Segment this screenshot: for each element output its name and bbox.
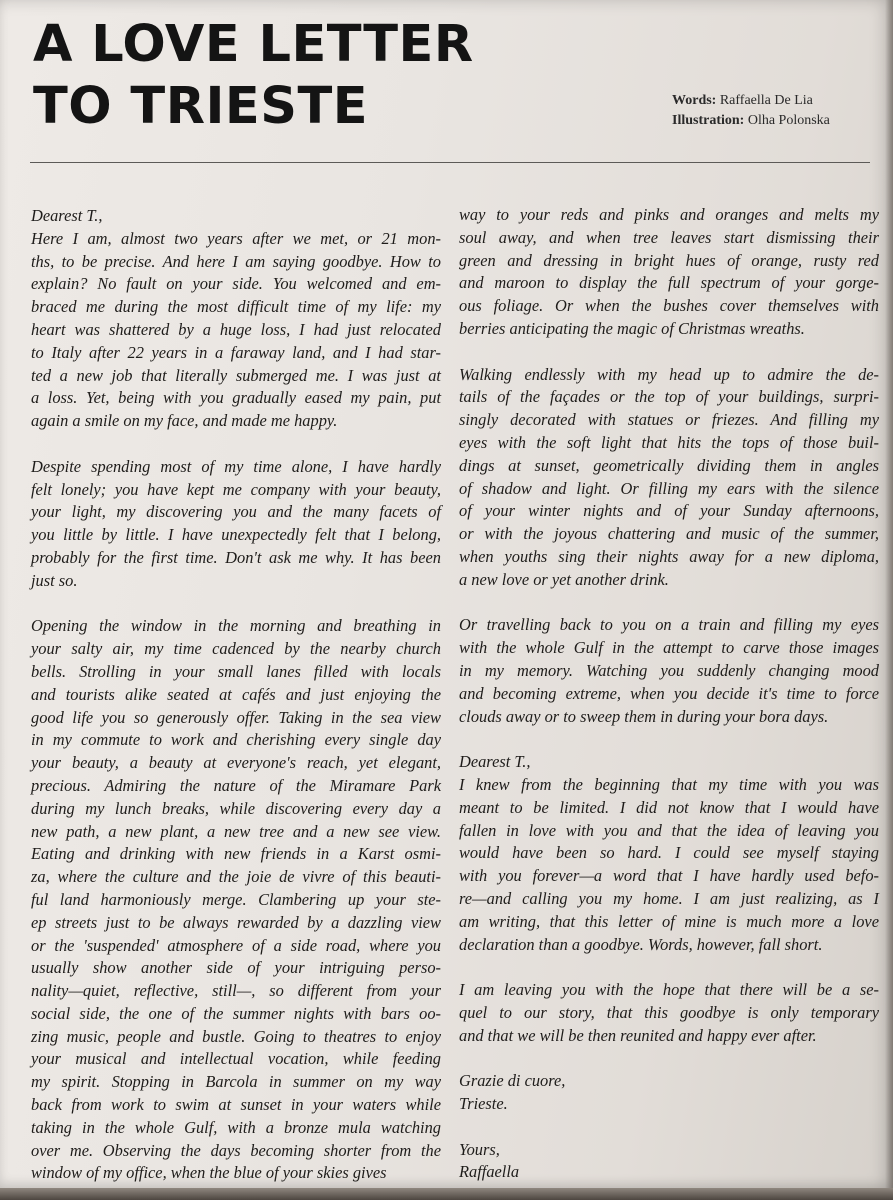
letter-line: re—and calling you my home. I am just realizing, as I	[459, 888, 879, 908]
credit-words-label: Words:	[672, 93, 717, 108]
letter-line: and tourists alike seated at cafés and just enjoying the	[31, 684, 441, 704]
letter-line: ted a new job that literally submerged me. I was just at	[31, 365, 441, 385]
letter-line: new path, a new plant, a new tree and a new see view.	[31, 821, 441, 841]
letter-line: or the 'suspended' atmosphere of a side road, where you	[31, 935, 441, 955]
title-line-1: A LOVE LETTER	[33, 15, 474, 74]
letter-line: of your winter nights and of your Sunday afternoons,	[459, 501, 879, 521]
letter-line: nality—quiet, reflective, still—, so different from your	[31, 981, 441, 1001]
letter-line: berries anticipating the magic of Christmas wreaths.	[459, 318, 805, 338]
letter-column-right	[459, 204, 879, 1184]
credit-words	[672, 91, 830, 111]
letter-line: Here I am, almost two years after we met, or 21 mon-	[31, 228, 441, 248]
credit-words-author: Raffaella De Lia	[719, 93, 813, 108]
letter-line: when youths sing their nights away for a new diploma,	[459, 546, 879, 566]
credit-illustration-artist: Olha Polonska	[747, 113, 830, 128]
letter-line: of shadow and light. Or filling my ears with the silence	[459, 478, 879, 498]
letter-line: green and dressing in bright hues of orange, rusty red	[459, 250, 879, 270]
letter-line: Yours,	[459, 1139, 500, 1159]
letter-line: would have been so hard. I could see myself staying	[459, 843, 879, 863]
paragraph-gap	[31, 433, 441, 456]
letter-line: Walking endlessly with my head up to admire the de-	[459, 364, 879, 384]
letter-line: Or travelling back to you on a train and filling my eyes	[459, 615, 879, 635]
letter-line: felt lonely; you have kept me company with your beauty,	[31, 479, 441, 499]
article-title	[33, 14, 474, 138]
letter-line: zing music, people and bustle. Going to theatres to enjoy	[31, 1026, 441, 1046]
letter-line: and maroon to display the full spectrum of your gorge-	[459, 273, 879, 293]
title-line-2: TO TRIESTE	[33, 77, 369, 136]
letter-line: Despite spending most of my time alone, I have hardly	[31, 456, 441, 476]
letter-line: I knew from the beginning that my time with you was	[459, 774, 879, 794]
letter-line: to Italy after 22 years in a faraway land, and I had star-	[31, 342, 441, 362]
credit-illustration-label: Illustration:	[672, 113, 745, 128]
letter-line: Eating and drinking with new friends in a Karst osmi-	[31, 844, 441, 864]
letter-line: your salty air, my time cadenced by the nearby church	[31, 639, 441, 659]
letter-line: in my memory. Watching you suddenly changing mood	[459, 660, 879, 680]
letter-line: am writing, that this letter of mine is much more a love	[459, 911, 879, 931]
paragraph-gap	[459, 592, 879, 615]
letter-line: and becoming extreme, when you decide it's time to force	[459, 683, 879, 703]
letter-line: Opening the window in the morning and breathing in	[31, 616, 441, 636]
letter-line: and that we will be then reunited and happy ever after.	[459, 1025, 817, 1045]
letter-line: quel to our story, that this goodbye is only temporary	[459, 1002, 879, 1022]
letter-line: soul away, and when tree leaves start dismissing their	[459, 227, 879, 247]
credit-illustration	[672, 111, 830, 131]
letter-line: during my lunch breaks, while discovering every day a	[31, 798, 441, 818]
letter-line: singly decorated with statues or friezes. And filling my	[459, 410, 879, 430]
letter-line: ep streets just to be always rewarded by a dazzling view	[31, 912, 441, 932]
letter-line: eyes with the soft light that hits the tops of those buil-	[459, 432, 879, 452]
letter-line: with you forever—a word that I have hardly used befo-	[459, 866, 879, 886]
paragraph-gap	[459, 1047, 879, 1070]
letter-line: your beauty, a beauty at everyone's reach, yet elegant,	[31, 753, 441, 773]
letter-line: just so.	[31, 570, 78, 590]
letter-line: ths, to be precise. And here I am saying goodbye. How to	[31, 251, 441, 271]
letter-line: precious. Admiring the nature of the Miramare Park	[31, 775, 441, 795]
letter-line: my spirit. Stopping in Barcola in summer on my way	[31, 1072, 441, 1092]
letter-line: your musical and intellectual vocation, while feeding	[31, 1049, 441, 1069]
letter-line: way to your reds and pinks and oranges and melts my	[459, 205, 879, 224]
letter-line: probably for the first time. Don't ask me why. It has been	[31, 547, 441, 567]
letter-line: a loss. Yet, being with you gradually eased my pain, put	[31, 388, 441, 408]
article-credits	[672, 91, 830, 131]
letter-line: tails of the façades or the top of your buildings, surpri-	[459, 387, 879, 407]
letter-line: fallen in love with you and that the idea of leaving you	[459, 820, 879, 840]
letter-line: usually show another side of your intriguing perso-	[31, 958, 441, 978]
letter-line: or with the joyous chattering and music of the summer,	[459, 524, 879, 544]
letter-line: Trieste.	[459, 1094, 508, 1114]
letter-line: bells. Strolling in your small lanes filled with locals	[31, 661, 441, 681]
letter-line: za, where the culture and the joie de vivre of this beauti-	[31, 867, 441, 887]
paragraph-gap	[459, 341, 879, 364]
letter-line: Grazie di cuore,	[459, 1071, 566, 1091]
page-edge-shadow	[885, 0, 893, 1190]
paragraph-gap	[459, 728, 879, 751]
letter-line: clouds away or to sweep them in during your bora days.	[459, 706, 829, 726]
letter-line: ful land harmoniously merge. Clambering up your ste-	[31, 889, 441, 909]
letter-line: taking in the whole Gulf, with a bronze mula watching	[31, 1117, 441, 1137]
letter-line: meant to be limited. I did not know that I would have	[459, 797, 879, 817]
letter-line: good life you so generously offer. Taking in the sea view	[31, 707, 441, 727]
letter-line: declaration than a goodbye. Words, however, fall short.	[459, 934, 823, 954]
letter-line: explain? No fault on your side. You welcomed and em-	[31, 274, 441, 294]
letter-line: dings at sunset, geometrically dividing them in angles	[459, 455, 879, 475]
letter-line: window of my office, when the blue of your skies gives	[31, 1163, 387, 1183]
letter-line: with the whole Gulf in the attempt to carve those images	[459, 638, 879, 658]
letter-line: a new love or yet another drink.	[459, 569, 669, 589]
letter-line: social side, the one of the summer nights with bars oo-	[31, 1003, 441, 1023]
paragraph-gap	[459, 956, 879, 979]
letter-column-left	[31, 205, 441, 1185]
letter-line: Dearest T.,	[31, 206, 103, 225]
letter-line: Raffaella	[459, 1162, 520, 1182]
letter-line: ous foliage. Or when the bushes cover themselves with	[459, 296, 879, 316]
letter-line: again a smile on my face, and made me happy.	[31, 411, 338, 431]
letter-line: back from work to swim at sunset in your waters while	[31, 1095, 441, 1115]
letter-line: Dearest T.,	[459, 752, 531, 772]
letter-line: braced me during the most difficult time of my life: my	[31, 297, 441, 317]
paragraph-gap	[459, 1116, 879, 1139]
letter-line: I am leaving you with the hope that there will be a se-	[459, 980, 879, 1000]
letter-line: your light, my discovering you and the many facets of	[31, 502, 441, 522]
letter-line: you little by little. I have unexpectedly felt that I belong,	[31, 525, 441, 545]
header-divider	[30, 162, 870, 163]
letter-line: over me. Observing the days becoming shorter from the	[31, 1140, 441, 1160]
paragraph-gap	[31, 593, 441, 616]
letter-line: heart was shattered by a huge loss, I had just relocated	[31, 319, 441, 339]
letter-line: in my commute to work and cherishing every single day	[31, 730, 441, 750]
page-bottom-edge	[0, 1188, 893, 1200]
